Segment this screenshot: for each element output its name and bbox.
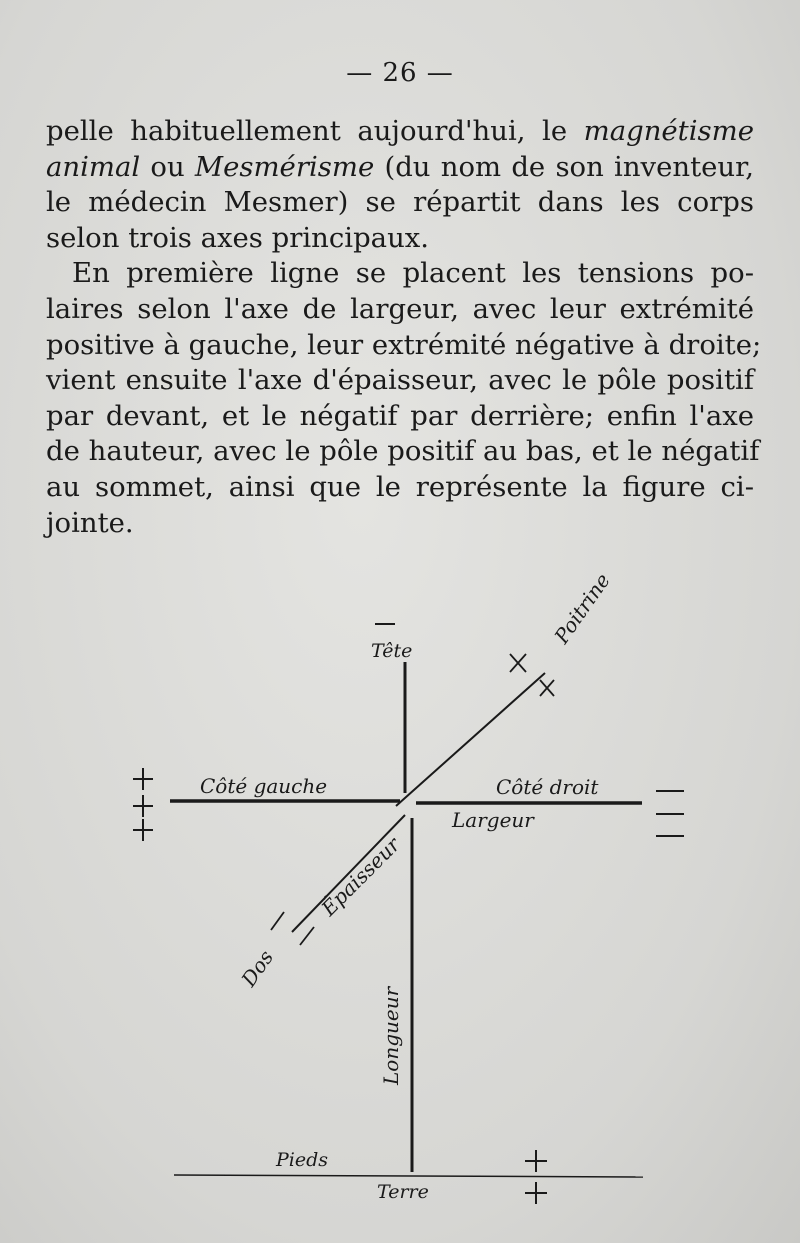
text-line: laires selon l'axe de largeur, avec leur extrémité [46, 292, 754, 325]
text-line: de hauteur, avec le pôle positif au bas, et le négatif [46, 435, 760, 468]
label-cote-droit: Côté droit [496, 775, 599, 799]
text-run: ou [140, 150, 195, 183]
cross-marks [510, 654, 554, 696]
text-line: au sommet, ainsi que le représente la figure ci- [46, 470, 754, 503]
label-terre: Terre [377, 1181, 429, 1203]
label-largeur: Largeur [452, 808, 534, 832]
italic-term: magnétisme [583, 115, 754, 147]
text-line: vient ensuite l'axe d'épaisseur, avec le pôle positif [46, 364, 754, 397]
text-line: le médecin Mesmer) se répartit dans les corps [46, 186, 754, 219]
label-tete: Tête [371, 640, 413, 662]
label-longueur: Longueur [379, 986, 403, 1085]
text-line: En première ligne se placent les tensions po- [72, 257, 754, 290]
text-line: par devant, et le négatif par derrière; enfin l'axe [46, 399, 754, 432]
label-cote-gauche: Côté gauche [200, 774, 328, 798]
italic-term: animal [46, 150, 141, 183]
page-number: — 26 — [346, 58, 454, 88]
label-dos: Dos [236, 945, 279, 991]
italic-term: Mesmérisme [194, 150, 375, 183]
text-line: jointe. [46, 506, 134, 539]
label-epaisseur: Épaisseur [316, 832, 405, 921]
text-run: pelle habituellement aujourd'hui, le [46, 115, 584, 147]
plus-signs-left [133, 768, 153, 841]
label-pieds: Pieds [276, 1149, 329, 1171]
text-line: positive à gauche, leur extrémité négative à droite; [46, 328, 762, 361]
text-line: selon trois axes principaux. [46, 221, 430, 254]
ground-line [174, 1175, 643, 1177]
text-run: (du nom de son inventeur, [374, 150, 754, 183]
label-poitrine: Poitrine [549, 568, 615, 648]
